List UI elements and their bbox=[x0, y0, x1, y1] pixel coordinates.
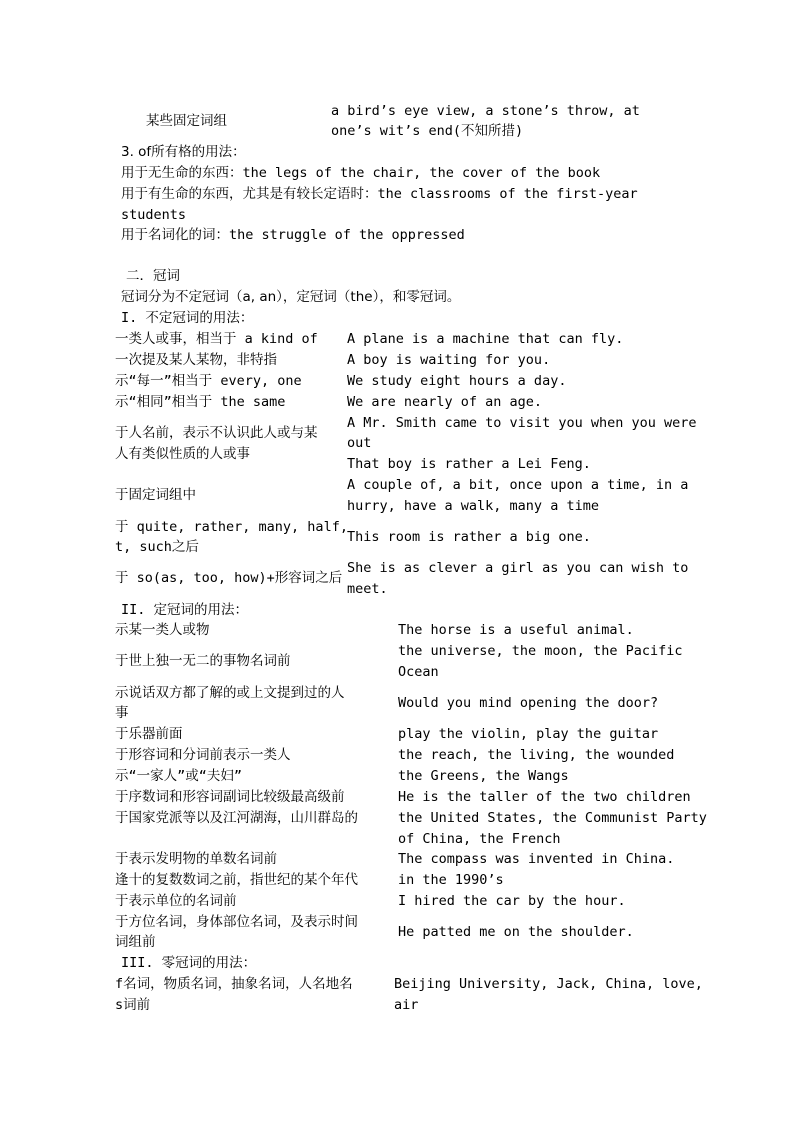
definite-right-12: of China, the French bbox=[398, 831, 561, 847]
definite-right-7: play the violin, play the guitar bbox=[398, 726, 659, 742]
indefinite-left-11: t, such之后 bbox=[115, 539, 199, 555]
definite-left-10: 于序数词和形容词副词比较级最高级前 bbox=[115, 789, 345, 805]
indefinite-left-2: 一次提及某人某物，非特指 bbox=[115, 352, 277, 368]
indefinite-left-10: 于 quite, rather, many, half, bbox=[115, 519, 348, 535]
fixed-phrases-label: 某些固定词组 bbox=[146, 113, 227, 129]
indefinite-left-4: 示“相同”相当于 the same bbox=[115, 394, 286, 410]
definite-right-15: I hired the car by the hour. bbox=[398, 893, 626, 909]
definite-left-14: 逢十的复数数词之前，指世纪的某个年代 bbox=[115, 872, 358, 888]
indefinite-right-6: out bbox=[347, 435, 372, 451]
of-possessive-line-3: 用于名词化的词：the struggle of the oppressed bbox=[121, 227, 465, 243]
definite-right-5: Would you mind opening the door? bbox=[398, 695, 659, 711]
indefinite-right-2: A boy is waiting for you. bbox=[347, 352, 551, 368]
definite-right-2: the universe, the moon, the Pacific bbox=[398, 643, 683, 659]
definite-left-11: 于国家党派等以及江河湖海，山川群岛的 bbox=[115, 810, 358, 826]
indefinite-right-7: That boy is rather a Lei Feng. bbox=[347, 456, 591, 472]
definite-left-9: 示“一家人”或“夫妇” bbox=[115, 768, 243, 784]
definite-right-4: Ocean bbox=[398, 664, 439, 680]
indefinite-right-10: This room is rather a big one. bbox=[347, 529, 591, 545]
indefinite-left-6: 人有类似性质的人或事 bbox=[115, 446, 250, 462]
definite-left-5: 示说话双方都了解的或上文提到过的人 bbox=[115, 685, 345, 701]
definite-right-17: He patted me on the shoulder. bbox=[398, 924, 634, 940]
indefinite-right-13: meet. bbox=[347, 581, 388, 597]
indefinite-right-8: A couple of, a bit, once upon a time, in a bbox=[347, 477, 689, 493]
definite-left-6: 事 bbox=[115, 705, 129, 721]
of-possessive-line-2b: students bbox=[121, 207, 187, 223]
definite-left-7: 于乐器前面 bbox=[115, 726, 183, 742]
indefinite-left-1: 一类人或事，相当于 a kind of bbox=[115, 331, 318, 347]
definite-right-14: in the 1990’s bbox=[398, 872, 504, 888]
definite-left-3: 于世上独一无二的事物名词前 bbox=[115, 653, 291, 669]
definite-left-15: 于表示单位的名词前 bbox=[115, 893, 237, 909]
indefinite-heading: I. 不定冠词的用法： bbox=[121, 310, 254, 326]
definite-right-13: The compass was invented in China. bbox=[398, 851, 675, 867]
indefinite-right-4: We are nearly of an age. bbox=[347, 394, 543, 410]
indefinite-left-3: 示“每一”相当于 every, one bbox=[115, 373, 302, 389]
definite-right-11: the United States, the Communist Party bbox=[398, 810, 707, 826]
definite-left-13: 于表示发明物的单数名词前 bbox=[115, 851, 277, 867]
indefinite-left-5: 于人名前，表示不认识此人或与某 bbox=[115, 425, 318, 441]
definite-heading: II. 定冠词的用法： bbox=[121, 602, 249, 618]
definite-left-16: 于方位名词，身体部位名词，及表示时间 bbox=[115, 914, 358, 930]
definite-left-8: 于形容词和分词前表示一类人 bbox=[115, 747, 291, 763]
fixed-phrases-example-2: one’s wit’s end(不知所措) bbox=[331, 123, 524, 139]
of-possessive-line-1: 用于无生命的东西：the legs of the chair, the cover of the book bbox=[121, 165, 601, 181]
indefinite-right-3: We study eight hours a day. bbox=[347, 373, 567, 389]
indefinite-right-12: She is as clever a girl as you can wish to bbox=[347, 560, 689, 576]
zero-left-2: s词前 bbox=[115, 997, 151, 1013]
fixed-phrases-example-1: a bird’s eye view, a stone’s throw, at bbox=[331, 103, 640, 119]
zero-right-2: air bbox=[394, 997, 419, 1013]
definite-right-8: the reach, the living, the wounded bbox=[398, 747, 675, 763]
definite-left-17: 词组前 bbox=[115, 934, 156, 950]
definite-right-10: He is the taller of the two children bbox=[398, 789, 691, 805]
indefinite-left-12: 于 so(as, too, how)+形容词之后 bbox=[115, 570, 343, 586]
of-possessive-line-2: 用于有生命的东西，尤其是有较长定语时：the classrooms of the first-year bbox=[121, 186, 638, 202]
indefinite-right-1: A plane is a machine that can fly. bbox=[347, 331, 624, 347]
articles-heading: 二．冠词 bbox=[126, 268, 180, 284]
definite-left-1: 示某一类人或物 bbox=[115, 622, 210, 638]
definite-right-9: the Greens, the Wangs bbox=[398, 768, 569, 784]
zero-left-1: f名词，物质名词，抽象名词，人名地名 bbox=[115, 976, 353, 992]
zero-right-1: Beijing University, Jack, China, love, bbox=[394, 976, 703, 992]
of-possessive-heading: 3. of所有格的用法： bbox=[121, 144, 246, 160]
definite-right-1: The horse is a useful animal. bbox=[398, 622, 634, 638]
indefinite-left-8: 于固定词组中 bbox=[115, 487, 196, 503]
zero-heading: III. 零冠词的用法： bbox=[121, 955, 257, 971]
indefinite-right-9: hurry, have a walk, many a time bbox=[347, 498, 599, 514]
indefinite-right-5: A Mr. Smith came to visit you when you were bbox=[347, 415, 697, 431]
articles-intro: 冠词分为不定冠词（a, an），定冠词（the），和零冠词。 bbox=[121, 289, 461, 305]
